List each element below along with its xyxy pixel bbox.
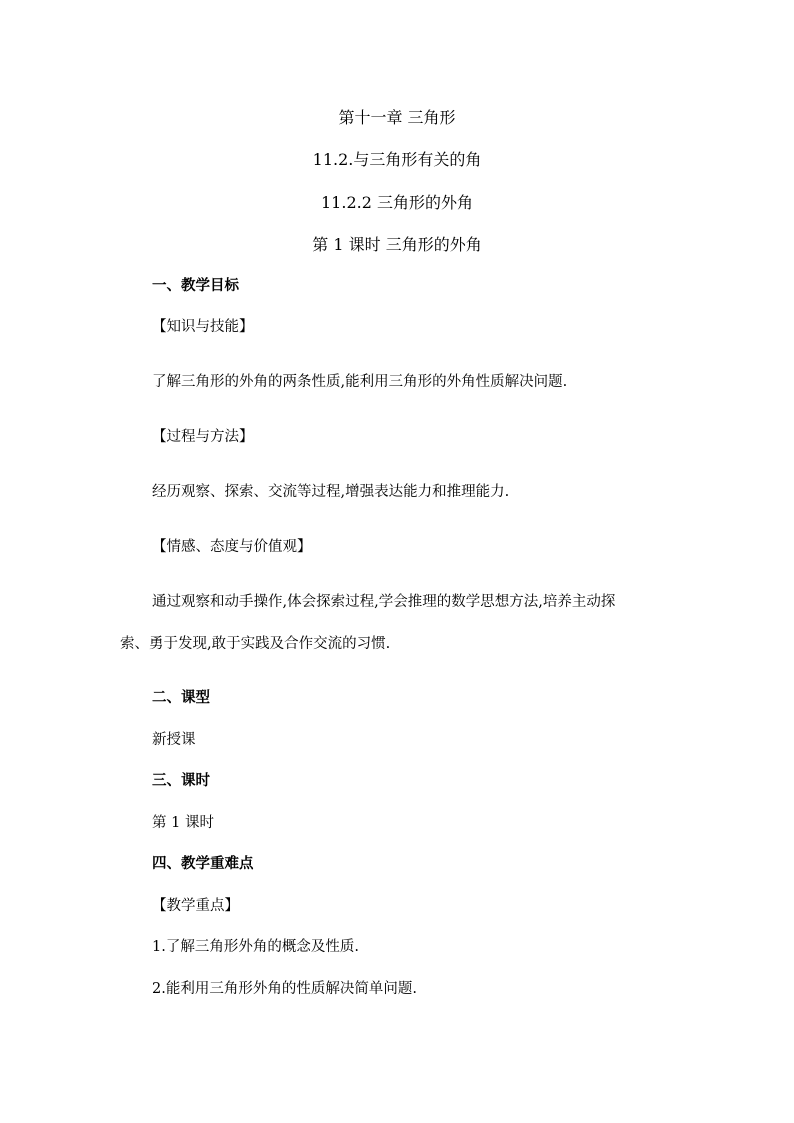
objectives-heading: 一、教学目标 [152,277,239,294]
key-points-heading: 四、教学重难点 [152,855,254,872]
lesson-title: 第 1 课时 三角形的外角 [312,235,482,254]
process-text: 经历观察、探索、交流等过程,增强表达能力和推理能力. [152,484,510,500]
class-hours-text: 第 1 课时 [152,815,214,831]
key-point-item-2: 2.能利用三角形外角的性质解决简单问题. [152,981,417,997]
knowledge-text: 了解三角形的外角的两条性质,能利用三角形的外角性质解决问题. [152,374,568,390]
key-points-label: 【教学重点】 [152,898,239,914]
chapter-title: 第十一章 三角形 [338,108,456,127]
key-point-item-1: 1.了解三角形外角的概念及性质. [152,939,359,955]
emotion-text-line2: 索、勇于发现,敢于实践及合作交流的习惯. [120,636,391,652]
section-title: 11.2.与三角形有关的角 [312,150,482,169]
class-hours-heading: 三、课时 [152,772,210,789]
knowledge-label: 【知识与技能】 [152,319,254,335]
emotion-label: 【情感、态度与价值观】 [152,539,312,555]
subsection-title: 11.2.2 三角形的外角 [321,193,473,212]
lesson-type-text: 新授课 [152,732,196,748]
lesson-type-heading: 二、课型 [152,689,210,706]
process-label: 【过程与方法】 [152,429,254,445]
emotion-text-line1: 通过观察和动手操作,体会探索过程,学会推理的数学思想方法,培养主动探 [152,594,616,610]
